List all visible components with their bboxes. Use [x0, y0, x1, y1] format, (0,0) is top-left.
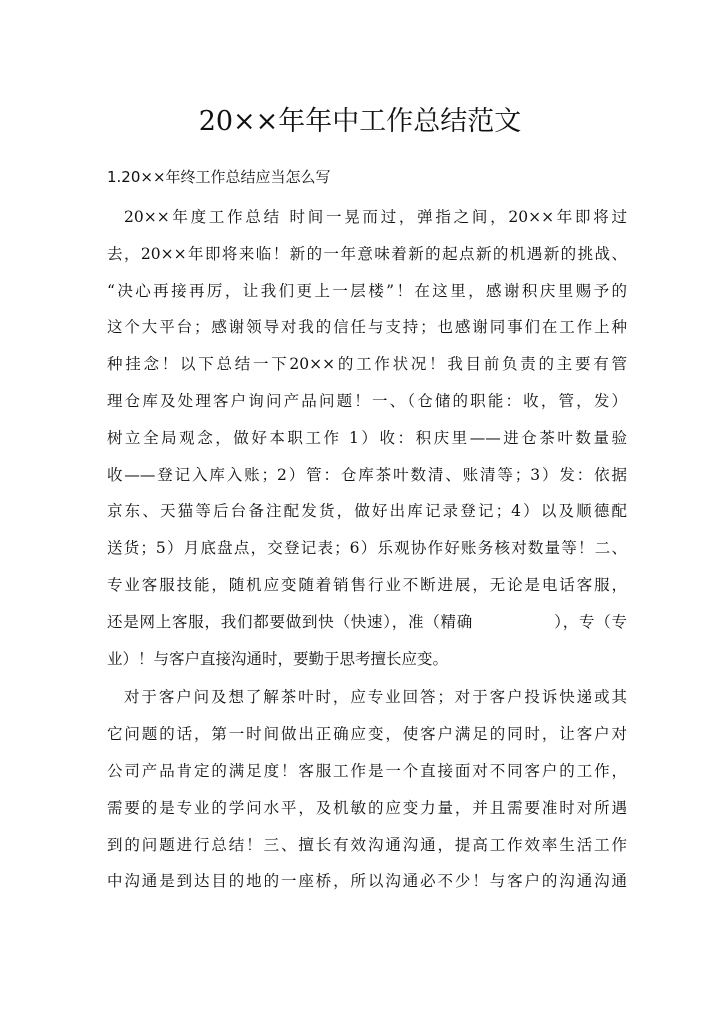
paragraph-2-line-6: 中沟通是到达目的地的一座桥，所以沟通必不少！与客户的沟通沟通 — [107, 872, 627, 891]
paragraph-1-line-6: 理仓库及处理客户询问产品问题！一、（仓储的职能：收，管，发） — [107, 391, 627, 410]
paragraph-1-line-12: 还是网上客服，我们都要做到快（快速），准（精确 ），专（专 — [107, 612, 627, 631]
paragraph-2-line-1: 对于客户问及想了解茶叶时，应专业回答；对于客户投诉快递或其 — [124, 688, 627, 707]
paragraph-1-line-10: 送货；5）月底盘点，交登记表；6）乐观协作好账务核对数量等！二、 — [107, 539, 627, 558]
paragraph-1-line-5: 种挂念！以下总结一下20××的工作状况！我目前负责的主要有管 — [107, 355, 627, 374]
paragraph-1-line-3: “决心再接再厉，让我们更上一层楼”！在这里，感谢积庆里赐予的 — [107, 281, 627, 300]
paragraph-1-line-13: 业）！与客户直接沟通时，要勤于思考擅长应变。 — [107, 649, 449, 668]
paragraph-2-line-5: 到的问题进行总结！三、擅长有效沟通沟通，提高工作效率生活工作 — [107, 835, 627, 854]
document-title: 20××年年中工作总结范文 — [198, 106, 522, 137]
section-heading: 1.20××年终工作总结应当怎么写 — [107, 168, 331, 186]
paragraph-2-line-3: 公司产品肯定的满足度！客服工作是一个直接面对不同客户的工作， — [107, 761, 627, 780]
paragraph-2-line-4: 需要的是专业的学问水平，及机敏的应变力量，并且需要准时对所遇 — [107, 798, 627, 817]
paragraph-1-line-4: 这个大平台；感谢领导对我的信任与支持；也感谢同事们在工作上种 — [107, 318, 627, 337]
document-body — [107, 199, 627, 900]
paragraph-2-line-2: 它问题的话，第一时间做出正确应变，使客户满足的同时，让客户对 — [107, 725, 627, 744]
paragraph-1-line-7: 树立全局观念，做好本职工作 1）收：积庆里——进仓茶叶数量验 — [107, 428, 627, 447]
paragraph-1-line-11: 专业客服技能，随机应变随着销售行业不断进展，无论是电话客服， — [107, 575, 627, 594]
paragraph-1-line-8: 收——登记入库入账；2）管：仓库茶叶数清、账清等；3）发：依据 — [107, 465, 627, 484]
paragraph-1-line-2: 去，20××年即将来临！新的一年意味着新的起点新的机遇新的挑战、 — [107, 244, 627, 263]
paragraph-1-line-1: 20××年度工作总结 时间一晃而过，弹指之间，20××年即将过 — [124, 208, 627, 226]
paragraph-1-line-9: 京东、天猫等后台备注配发货，做好出库记录登记；4）以及顺德配 — [107, 502, 627, 521]
